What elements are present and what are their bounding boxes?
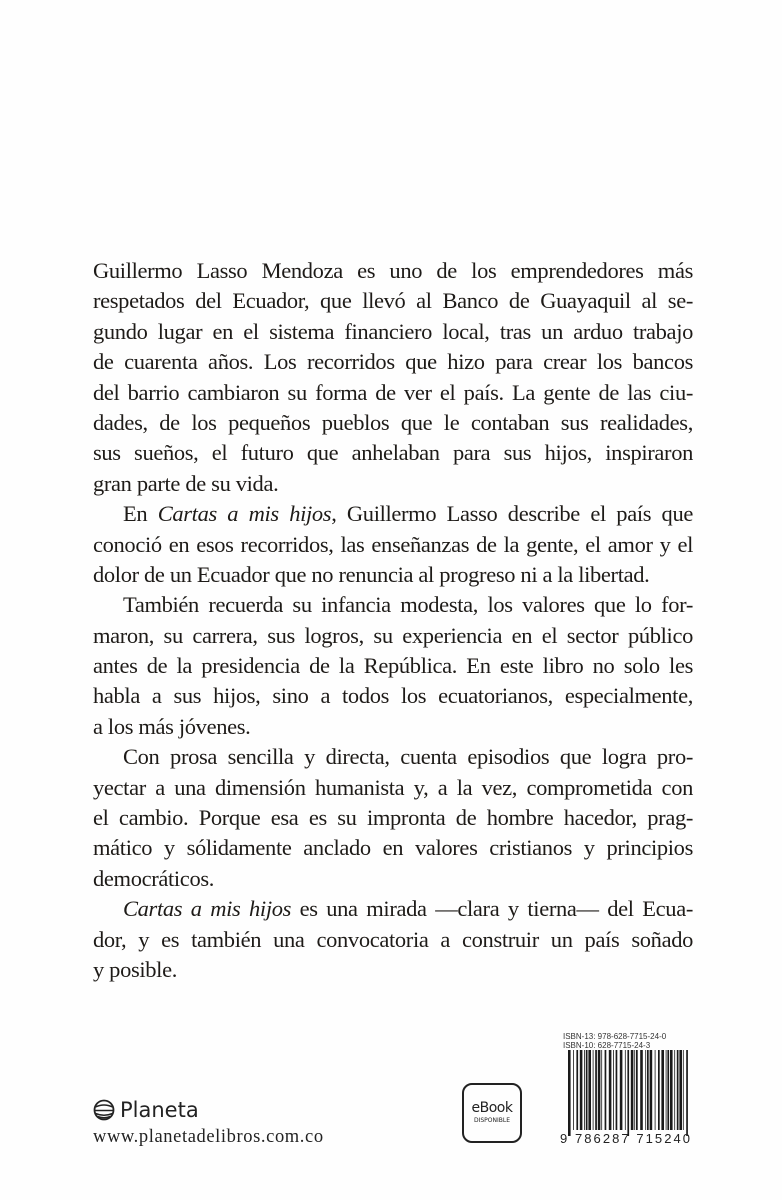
barcode-bar <box>625 1050 626 1130</box>
blurb-text <box>93 256 693 985</box>
blurb-line <box>93 499 693 529</box>
barcode-bar <box>613 1050 614 1130</box>
blurb-line: dor, y es también una convocatoria a construir un país soñado <box>93 926 693 952</box>
blurb-line: gran parte de su vida. <box>93 470 279 496</box>
blurb-line: dades, de los pequeños pueblos que le contaban sus realidades, <box>93 409 693 435</box>
barcode-bar <box>670 1050 673 1130</box>
isbn-block <box>563 1032 666 1050</box>
barcode-bar <box>595 1050 597 1130</box>
line-text: , Guillermo Lasso describe el país que <box>331 501 693 527</box>
barcode-bar <box>679 1050 682 1130</box>
blurb-line: gundo lugar en el sistema financiero local, tras un arduo trabajo <box>93 318 693 344</box>
blurb-line: conoció en esos recorridos, las enseñanzas de la gente, el amor y el <box>93 531 693 557</box>
barcode-bar <box>667 1050 669 1130</box>
barcode-bar <box>588 1050 591 1130</box>
blurb-line: sus sueños, el futuro que anhelaban para sus hijos, inspiraron <box>93 440 693 466</box>
publisher-name: Planeta <box>120 1098 199 1122</box>
barcode-bar <box>674 1050 675 1130</box>
barcode-bar <box>627 1050 629 1136</box>
line-text: En <box>123 501 158 527</box>
barcode-bar <box>598 1050 601 1130</box>
barcode-bar <box>605 1050 607 1130</box>
barcode-bar <box>593 1050 594 1130</box>
blurb-line: el cambio. Porque esa es su impronta de hombre hacedor, prag- <box>93 805 693 831</box>
publisher-logo <box>93 1098 199 1122</box>
blurb-line <box>93 894 693 924</box>
barcode <box>560 1050 692 1145</box>
barcode-bar <box>661 1050 664 1130</box>
ebook-subtitle: DISPONIBLE <box>473 1117 511 1124</box>
barcode-bar <box>580 1050 583 1130</box>
blurb-line: de cuarenta años. Los recorridos que hizo para crear los bancos <box>93 349 693 375</box>
book-title-italic: Cartas a mis hijos <box>123 896 292 922</box>
blurb-line: yectar a una dimensión humanista y, a la vez, comprometida con <box>93 774 693 800</box>
barcode-bar <box>631 1050 634 1130</box>
blurb-line: antes de la presidencia de la República. En este libro no solo les <box>93 653 693 679</box>
isbn-10: ISBN-10: 628-7715-24-3 <box>563 1041 651 1050</box>
blurb-line: dolor de un Ecuador que no renuncia al progreso ni a la libertad. <box>93 561 650 587</box>
blurb-line: a los más jóvenes. <box>93 713 251 739</box>
barcode-bar <box>620 1050 623 1130</box>
line-text: es una mirada —clara y tierna— del Ecua- <box>291 896 693 922</box>
barcode-bar <box>601 1050 602 1130</box>
barcode-bar <box>584 1050 585 1130</box>
barcode-bar <box>645 1050 646 1130</box>
barcode-bar <box>634 1050 635 1130</box>
blurb-line: y posible. <box>93 956 177 982</box>
barcode-bar <box>650 1050 653 1130</box>
blurb-line: maron, su carrera, sus logros, su experiencia en el sector público <box>93 622 693 648</box>
barcode-bar <box>640 1050 643 1130</box>
isbn-13: ISBN-13: 978-628-7715-24-0 <box>563 1032 667 1041</box>
barcode-bar <box>686 1050 688 1136</box>
barcode-bar <box>609 1050 612 1130</box>
barcode-bar <box>666 1050 667 1130</box>
barcode-bar <box>573 1050 574 1130</box>
ebook-title: eBook <box>471 1100 513 1116</box>
barcode-bar <box>586 1050 588 1130</box>
ebook-badge <box>462 1083 522 1143</box>
publisher-url: www.planetadelibros.com.co <box>93 1127 324 1147</box>
barcode-bar <box>576 1050 578 1130</box>
book-title-italic: Cartas a mis hijos <box>157 501 332 527</box>
barcode-bar <box>683 1050 684 1130</box>
barcode-bar <box>568 1050 571 1136</box>
barcode-digits: 9 786287 715240 <box>560 1131 690 1145</box>
barcode-bar <box>616 1050 618 1130</box>
blurb-line: democráticos. <box>93 865 215 891</box>
blurb-line: del barrio cambiaron su forma de ver el país. La gente de las ciu- <box>93 379 693 405</box>
barcode-bar <box>677 1050 679 1130</box>
barcode-bar <box>636 1050 638 1130</box>
blurb-line: Guillermo Lasso Mendoza es uno de los emprendedores más <box>93 258 693 283</box>
blurb-line: habla a sus hijos, sino a todos los ecuatorianos, especialmente, <box>93 683 693 709</box>
blurb-line: También recuerda su infancia modesta, los valores que lo for- <box>123 592 693 618</box>
blurb-line: mático y sólidamente anclado en valores cristianos y principios <box>93 835 693 861</box>
globe-icon <box>93 1099 115 1121</box>
barcode-bar <box>658 1050 660 1130</box>
barcode-bar <box>647 1050 649 1130</box>
barcode-bar <box>655 1050 656 1130</box>
blurb-line: Con prosa sencilla y directa, cuenta episodios que logra pro- <box>123 744 693 770</box>
blurb-line: respetados del Ecuador, que llevó al Banco de Guayaquil al se- <box>93 288 693 314</box>
